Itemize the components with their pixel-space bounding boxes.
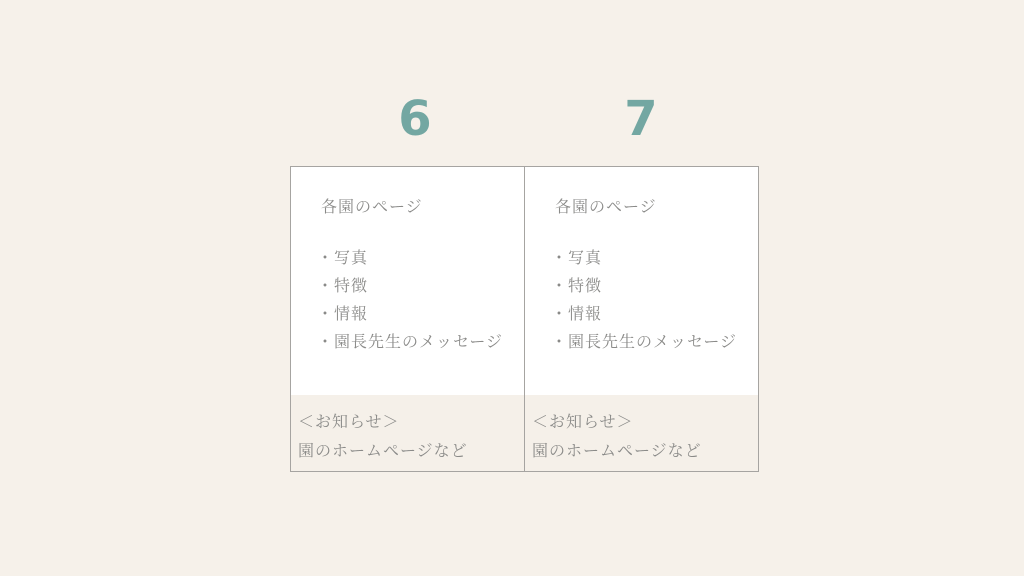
- notice-heading: ＜お知らせ＞: [298, 412, 400, 431]
- page-number-7: 7: [624, 91, 658, 147]
- panel-item-list: [317, 244, 516, 356]
- list-item: ・特徴: [551, 276, 603, 295]
- list-item: ・特徴: [317, 276, 369, 295]
- list-item: ・情報: [551, 304, 603, 323]
- list-item: ・写真: [551, 248, 603, 267]
- panel-title: 各園のページ: [321, 197, 423, 216]
- panel-content-area: [525, 167, 758, 395]
- panel-title: 各園のページ: [555, 197, 657, 216]
- page-number-6: 6: [398, 91, 432, 147]
- panel-content-area: [291, 167, 524, 395]
- list-item: ・情報: [317, 304, 369, 323]
- notice-section: [525, 395, 758, 471]
- page-panel-7: [524, 167, 758, 471]
- notice-section: [291, 395, 524, 471]
- list-item: ・園長先生のメッセージ: [551, 332, 738, 351]
- page-spread-box: [290, 166, 759, 472]
- list-item: ・園長先生のメッセージ: [317, 332, 504, 351]
- page-panel-6: [291, 167, 524, 471]
- notice-body: 園のホームページなど: [532, 441, 702, 460]
- panel-item-list: [551, 244, 750, 356]
- notice-heading: ＜お知らせ＞: [532, 412, 634, 431]
- notice-body: 園のホームページなど: [298, 441, 468, 460]
- list-item: ・写真: [317, 248, 369, 267]
